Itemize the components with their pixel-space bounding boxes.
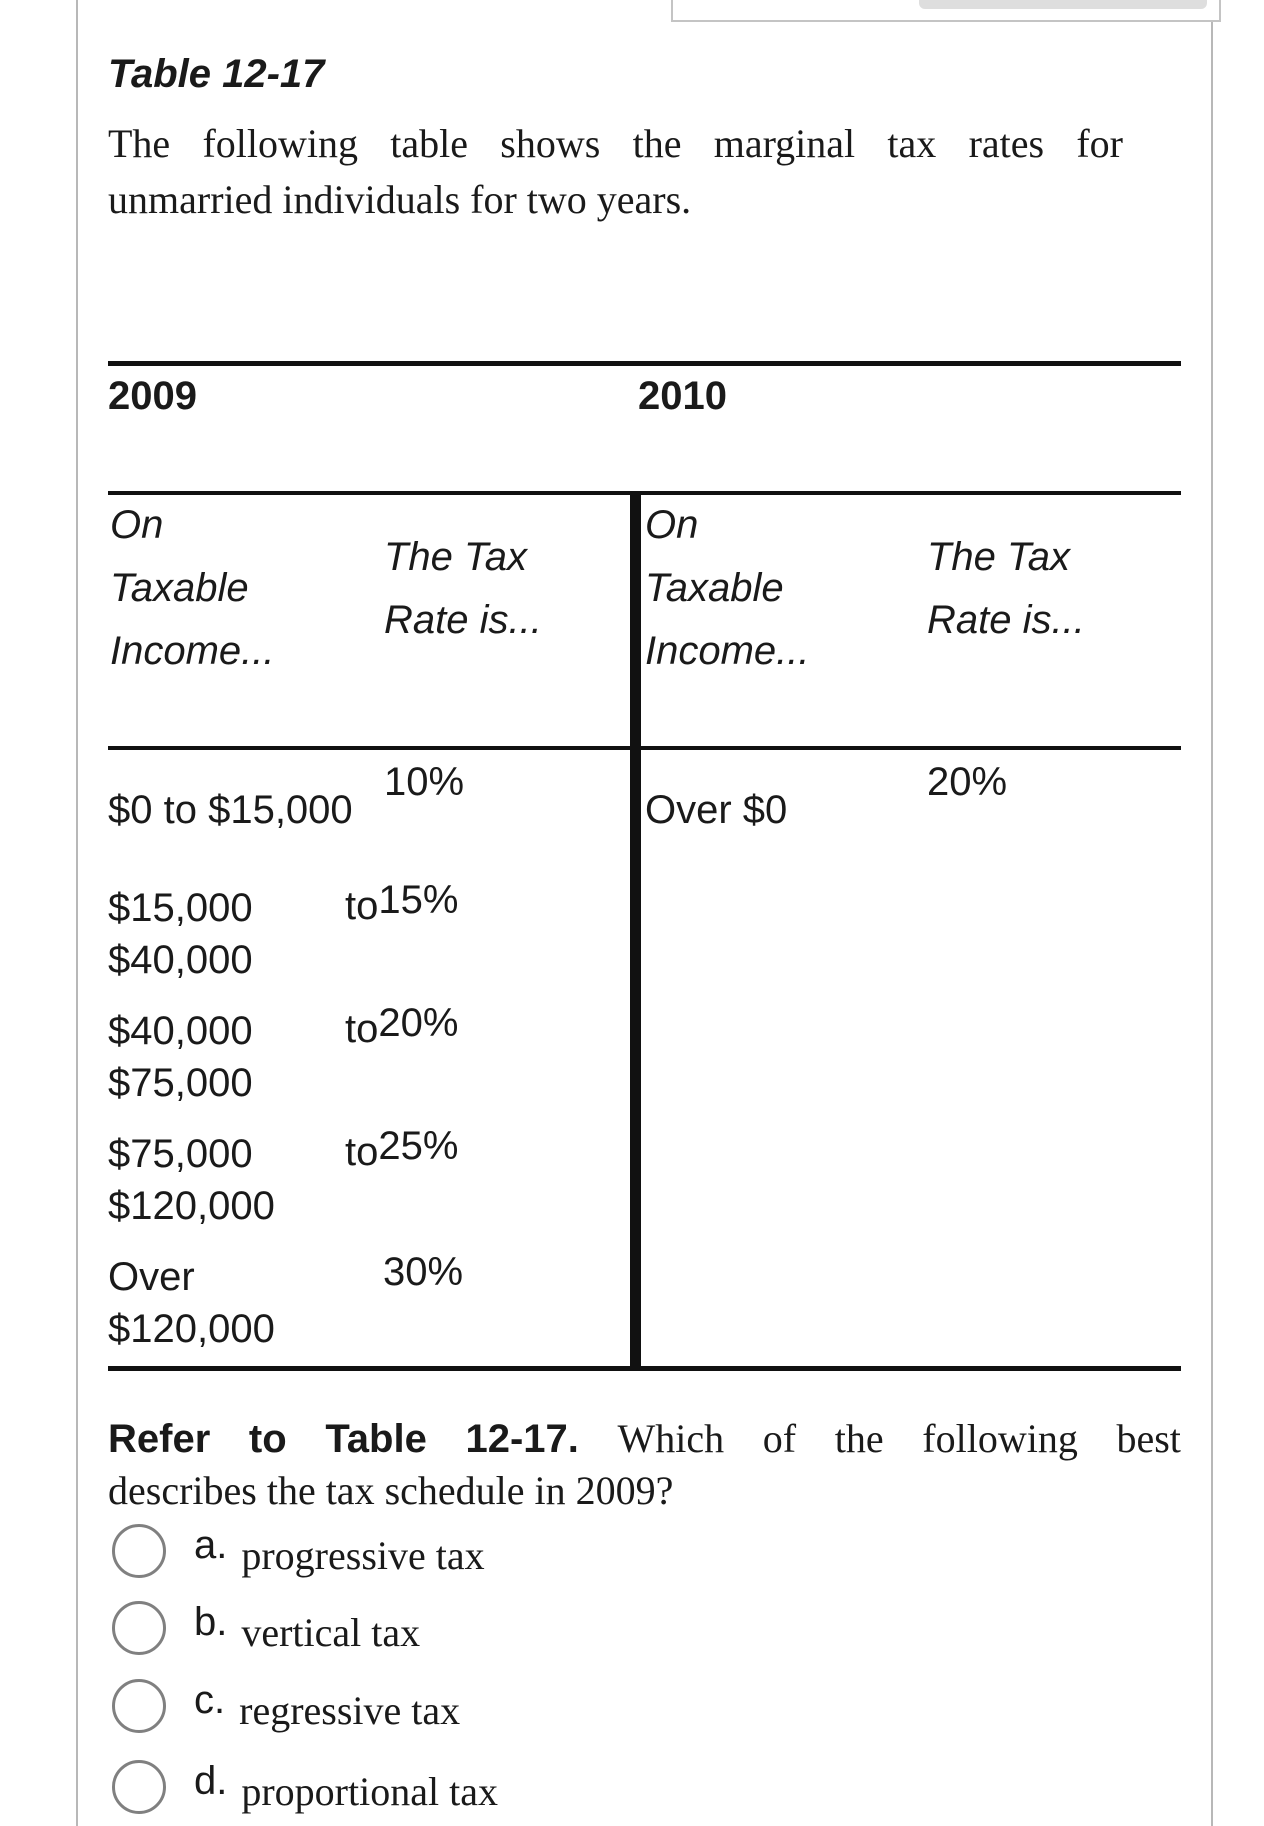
question-word: the [834,1416,884,1461]
income-to: $40,000 [108,938,253,982]
header-income-line: On [645,503,699,547]
range-to: to [345,1007,379,1051]
header-income-line: Income... [110,629,275,673]
question-word: best [1116,1416,1181,1461]
table-bottom-rule [108,1366,1181,1371]
row-2009-income [108,1005,253,1109]
radio-button[interactable] [112,1760,166,1814]
table-title: Table 12-17 [108,52,325,96]
range-to: to [345,884,379,928]
header-income-line: Income... [645,629,810,673]
range-to: to [345,1130,379,1174]
header-2009-rate [384,526,542,652]
row-2010-rate: 20% [927,760,1008,804]
income-to: $75,000 [108,1061,253,1105]
radio-button[interactable] [112,1524,166,1578]
header-2010-income [645,494,810,683]
question-word: of [762,1416,797,1461]
question-line-1 [108,1413,1181,1465]
row-2009-income [108,1128,275,1232]
table-intro [108,112,1123,176]
header-2009-income [110,494,275,683]
option-a[interactable] [112,1520,485,1582]
row-2009-income [108,1251,275,1355]
question-word: Table [325,1417,427,1461]
option-letter: a. [194,1522,228,1567]
intro-line-2: unmarried individuals for two years. [108,177,692,222]
header-rate-line: The Tax [927,535,1071,579]
income-from: $75,000 [108,1132,253,1176]
income-to: $120,000 [108,1184,275,1228]
header-income-line: Taxable [110,566,249,610]
header-rate-line: Rate is... [384,598,542,642]
option-text: proportional tax [241,1768,498,1814]
option-text: progressive tax [241,1532,485,1578]
table-top-rule [108,361,1181,366]
row-2009-rate [345,1003,458,1055]
rate-value: 25% [378,1124,459,1168]
year-2009: 2009 [108,374,197,418]
row-2009-rate: 10% [384,760,465,804]
option-text: vertical tax [241,1609,421,1655]
intro-line-1: The following table shows the marginal tax rates for [108,121,1123,166]
year-2010: 2010 [638,374,727,418]
option-letter: b. [194,1599,228,1644]
income-from: $40,000 [108,1009,253,1053]
option-b[interactable] [112,1597,420,1659]
question-line-2: describes the tax schedule in 2009? [108,1468,674,1513]
question-word: following [922,1416,1078,1461]
question-word: to [248,1417,287,1461]
income-to: $120,000 [108,1307,275,1351]
header-income-line: Taxable [645,566,784,610]
question-word: 12-17. [465,1417,579,1461]
rate-value: 20% [378,1001,459,1045]
option-text: regressive tax [239,1687,461,1733]
year-divider [630,491,641,1371]
question-word: Which [617,1416,725,1461]
option-d[interactable] [112,1756,498,1818]
header-rate-line: Rate is... [927,598,1085,642]
header-bottom-rule [108,746,1181,750]
option-c[interactable] [112,1675,460,1737]
row-2010-income: Over $0 [645,788,788,832]
row-2009-income: $0 to $15,000 [108,788,353,832]
header-2010-rate [927,526,1085,652]
header-rate-line: The Tax [384,535,528,579]
top-tab[interactable] [919,0,1207,9]
question-text [108,1413,1181,1517]
option-letter: c. [194,1677,226,1722]
row-2009-rate: 30% [383,1250,464,1294]
radio-button[interactable] [112,1601,166,1655]
income-from: Over [108,1255,195,1299]
radio-button[interactable] [112,1679,166,1733]
income-from: $15,000 [108,886,253,930]
row-2009-income [108,882,253,986]
question-word: Refer [108,1417,211,1461]
header-income-line: On [110,503,164,547]
row-2009-rate [345,1126,458,1178]
option-letter: d. [194,1758,228,1803]
row-2009-rate [345,880,458,932]
rate-value: 15% [378,878,459,922]
